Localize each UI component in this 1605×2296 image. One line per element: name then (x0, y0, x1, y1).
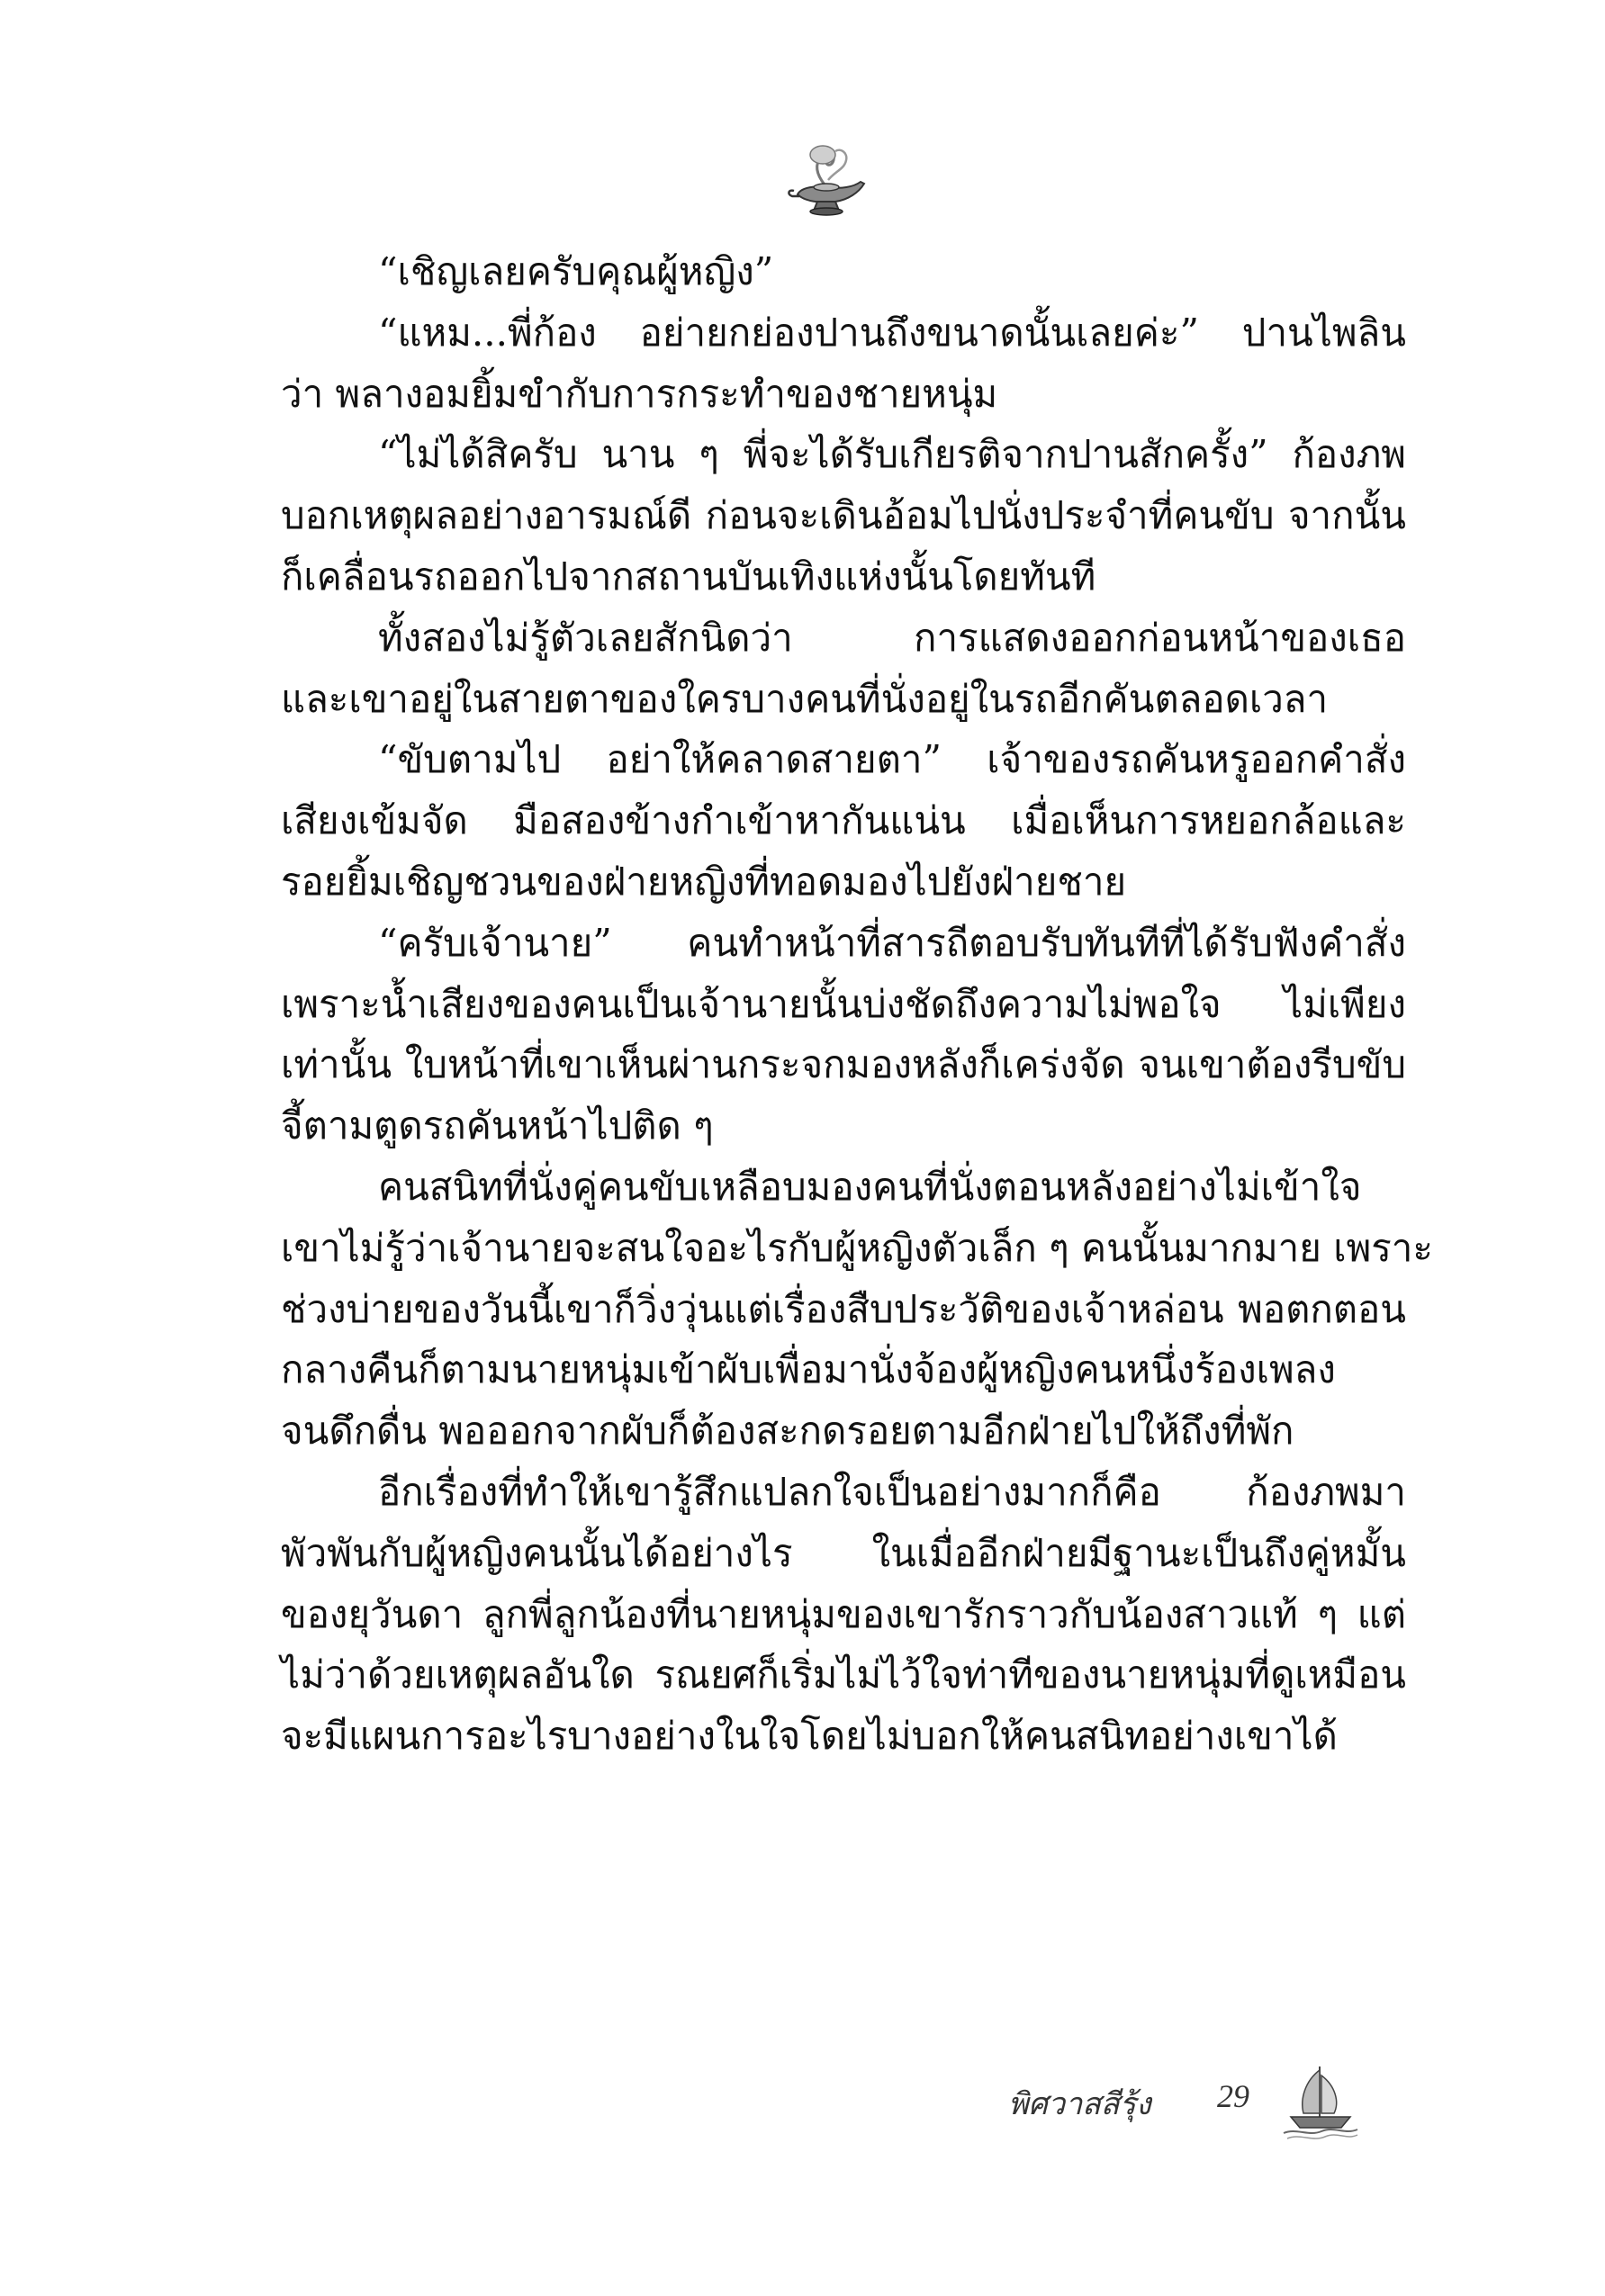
text-line: บอกเหตุผลอย่างอารมณ์ดี ก่อนจะเดินอ้อมไปนั่งประจำที่คนขับ จากนั้น (281, 493, 1406, 538)
text-line: เขาไม่รู้ว่าเจ้านายจะสนใจอะไรกับผู้หญิงตัวเล็ก ๆ คนนั้นมากมาย เพราะ (281, 1225, 1433, 1270)
text-line: “ขับตามไป อย่าให้คลาดสายตา” เจ้าของรถคันหรูออกคำสั่ง (378, 737, 1406, 782)
text-line: ช่วงบ่ายของวันนี้เขาก็วิ่งวุ่นแต่เรื่องสืบประวัติของเจ้าหล่อน พอตกตอน (281, 1286, 1406, 1331)
text-line: คนสนิทที่นั่งคู่คนขับเหลือบมองคนที่นั่งตอนหลังอย่างไม่เข้าใจ (378, 1164, 1362, 1209)
text-line: ของยุวันดา ลูกพี่ลูกน้องที่นายหนุ่มของเขารักราวกับน้องสาวแท้ ๆ แต่ (281, 1591, 1406, 1636)
page-footer (1008, 2061, 1431, 2151)
text-line: “ครับเจ้านาย” คนทำหน้าที่สารถีตอบรับทันทีที่ได้รับฟังคำสั่ง (378, 920, 1406, 965)
text-line: รอยยิ้มเชิญชวนของฝ่ายหญิงที่ทอดมองไปยังฝ่ายชาย (281, 859, 1127, 904)
page-number: 29 (1217, 2078, 1249, 2114)
text-line: จะมีแผนการอะไรบางอย่างในใจโดยไม่บอกให้คนสนิทอย่างเขาได้ (281, 1714, 1338, 1759)
footer-book-title: พิศวาสสีรุ้ง (1008, 2086, 1151, 2122)
text-line: “แหม...พี่ก้อง อย่ายกย่องปานถึงขนาดนั้นเลยค่ะ” ปานไพลิน (378, 310, 1406, 355)
text-line: และเขาอยู่ในสายตาของใครบางคนที่นั่งอยู่ในรถอีกคันตลอดเวลา (281, 676, 1329, 721)
text-line: จี้ตามตูดรถคันหน้าไปติด ๆ (281, 1103, 714, 1148)
text-line: ว่า พลางอมยิ้มขำกับการกระทำของชายหนุ่ม (281, 371, 998, 416)
text-line: จนดึกดื่น พอออกจากผับก็ต้องสะกดรอยตามอีกฝ่ายไปให้ถึงที่พัก (281, 1409, 1294, 1454)
text-line: “เชิญเลยครับคุณผู้หญิง” (378, 249, 774, 293)
text-line: เพราะน้ำเสียงของคนเป็นเจ้านายนั้นบ่งชัดถึงความไม่พอใจ ไม่เพียง (281, 981, 1406, 1026)
text-line: ทั้งสองไม่รู้ตัวเลยสักนิดว่า การแสดงออกก่อนหน้าของเธอ (378, 615, 1406, 660)
text-line: “ไม่ได้สิครับ นาน ๆ พี่จะได้รับเกียรติจากปานสักครั้ง” ก้องภพ (378, 432, 1406, 477)
magic-lamp-icon (781, 135, 871, 225)
text-line: เสียงเข้มจัด มือสองข้างกำเข้าหากันแน่น เมื่อเห็นการหยอกล้อและ (281, 798, 1406, 843)
text-line: อีกเรื่องที่ทำให้เขารู้สึกแปลกใจเป็นอย่างมากก็คือ ก้องภพมา (378, 1469, 1406, 1514)
text-line: เท่านั้น ใบหน้าที่เขาเห็นผ่านกระจกมองหลังก็เคร่งจัด จนเขาต้องรีบขับ (281, 1042, 1406, 1087)
text-line: ไม่ว่าด้วยเหตุผลอันใด รณยศก็เริ่มไม่ไว้ใจท่าทีของนายหนุ่มที่ดูเหมือน (281, 1652, 1406, 1697)
text-line: กลางคืนก็ตามนายหนุ่มเข้าผับเพื่อมานั่งจ้องผู้หญิงคนหนึ่งร้องเพลง (281, 1347, 1336, 1392)
text-line: พัวพันกับผู้หญิงคนนั้นได้อย่างไร ในเมื่ออีกฝ่ายมีฐานะเป็นถึงคู่หมั้น (281, 1530, 1406, 1575)
body-text (281, 241, 1433, 1767)
sailing-ship-icon (1278, 2061, 1359, 2142)
text-line: ก็เคลื่อนรถออกไปจากสถานบันเทิงแห่งนั้นโดยทันที (281, 554, 1096, 599)
